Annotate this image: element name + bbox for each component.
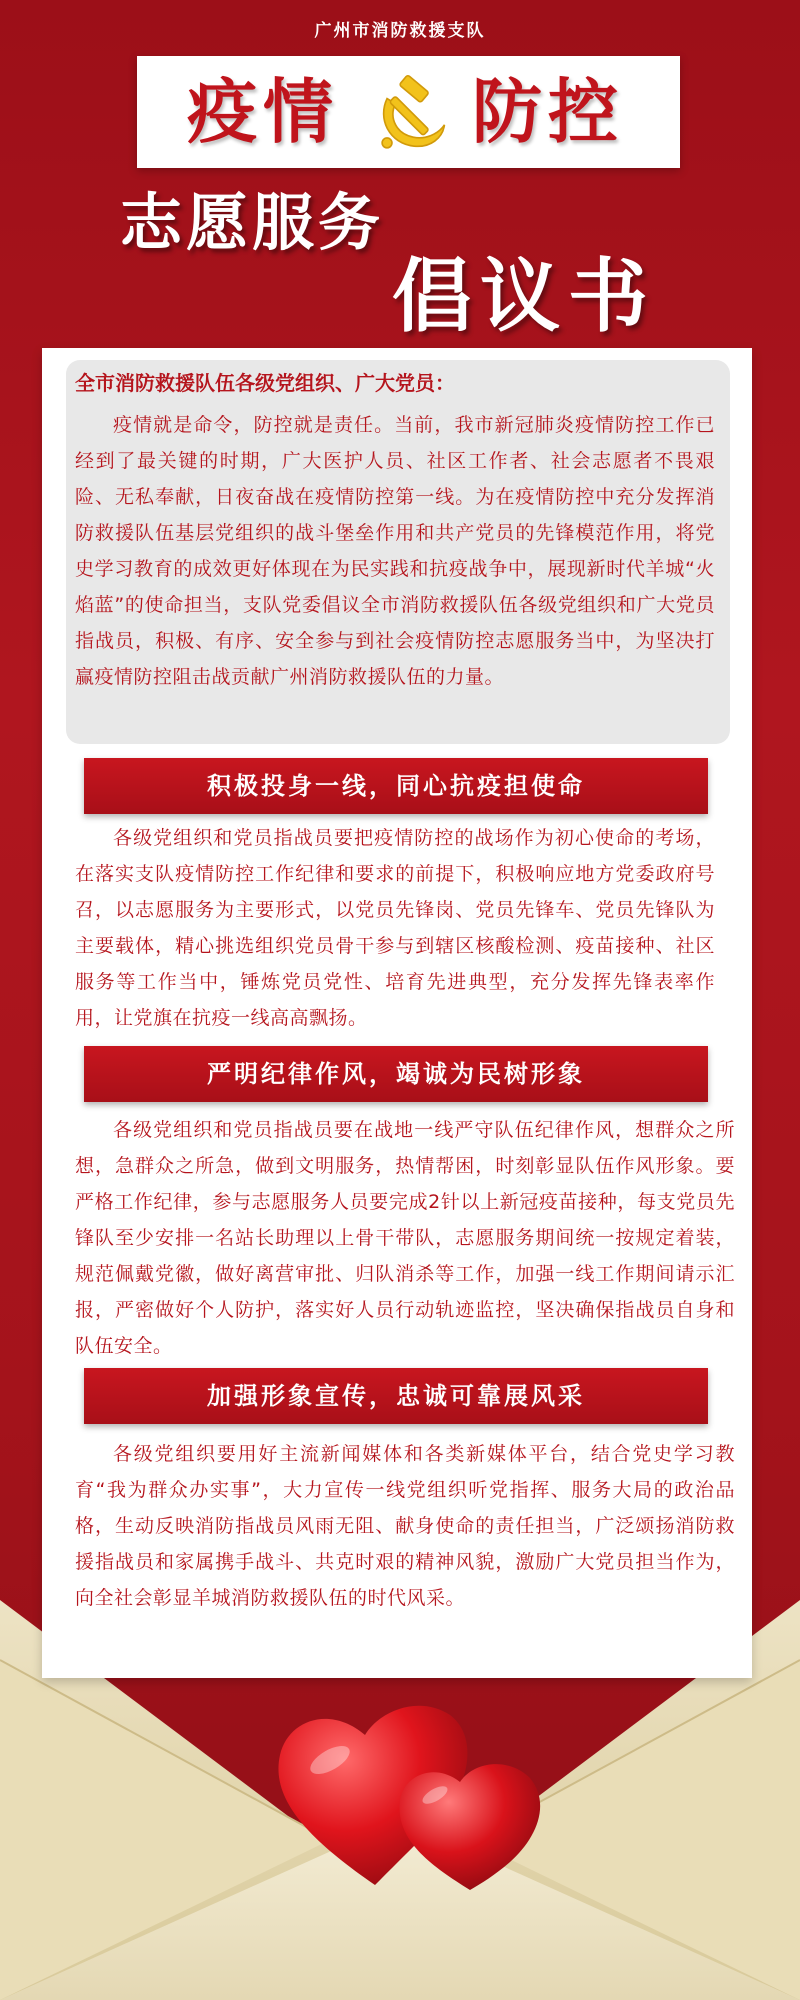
hammer-sickle-icon xyxy=(369,74,451,156)
title-right: 防控 xyxy=(472,71,624,153)
section-paragraph-3: 各级党组织要用好主流新闻媒体和各类新媒体平台，结合党史学习教育“我为群众办实事”，大力宣传一线党组织听党指挥、服务大局的政治品格，生动反映消防指战员风雨无阻、献身使命的责任担当，广泛颂扬消防救援指战员和家属携手战斗、共克时艰的精神风貌，激励广大党员担当作为，向全社会彰显羊城消防救援队伍的时代风采。 xyxy=(75,1443,735,1609)
subtitle-line2: 倡议书 xyxy=(392,250,656,343)
section-paragraph-2: 各级党组织和党员指战员要在战地一线严守队伍纪律作风，想群众之所想，急群众之所急，做到文明服务，热情帮困，时刻彰显队伍作风形象。要严格工作纪律，参与志愿服务人员要完成2针以上新冠疫苗接种，每支党员先锋队至少安排一名站长助理以上骨干带队，志愿服务期间统一按规定着装，规范佩戴党徽，做好离营审批、归队消杀等工作，加强一线工作期间请示汇报，严密做好个人防护，落实好人员行动轨迹监控，坚决确保指战员自身和队伍安全。 xyxy=(75,1119,735,1357)
title-left: 疫情 xyxy=(187,71,339,153)
intro-paragraph: 疫情就是命令，防控就是责任。当前，我市新冠肺炎疫情防控工作已经到了最关键的时期，广大医护人员、社区工作者、社会志愿者不畏艰险、无私奉献，日夜奋战在疫情防控第一线。为在疫情防控中充分发挥消防救援队伍基层党组织的战斗堡垒作用和共产党员的先锋模范作用，将党史学习教育的成效更好体现在为民实践和抗疫战争中，展现新时代羊城“火焰蓝”的使命担当，支队党委倡议全市消防救援队伍各级党组织和广大党员指战员，积极、有序、安全参与到社会疫情防控志愿服务当中，为坚决打赢疫情防控阻击战贡献广州消防救援队伍的力量。 xyxy=(75,414,715,688)
section-heading-1: 积极投身一线，同心抗疫担使命 xyxy=(84,758,708,814)
title-box xyxy=(137,56,680,168)
section-heading-3: 加强形象宣传，忠诚可靠展风采 xyxy=(84,1368,708,1424)
subtitle-line1: 志愿服务 xyxy=(120,186,385,259)
org-name: 广州市消防救援支队 xyxy=(314,21,486,41)
greeting: 全市消防救援队伍各级党组织、广大党员： xyxy=(75,371,455,395)
section-heading-2: 严明纪律作风，竭诚为民树形象 xyxy=(84,1046,708,1102)
hearts-icon xyxy=(270,1690,550,1900)
section-paragraph-1: 各级党组织和党员指战员要把疫情防控的战场作为初心使命的考场，在落实支队疫情防控工作纪律和要求的前提下，积极响应地方党委政府号召，以志愿服务为主要形式，以党员先锋岗、党员先锋车、党员先锋队为主要载体，精心挑选组织党员骨干参与到辖区核酸检测、疫苗接种、社区服务等工作当中，锤炼党员党性、培育先进典型，充分发挥先锋表率作用，让党旗在抗疫一线高高飘扬。 xyxy=(75,827,715,1029)
